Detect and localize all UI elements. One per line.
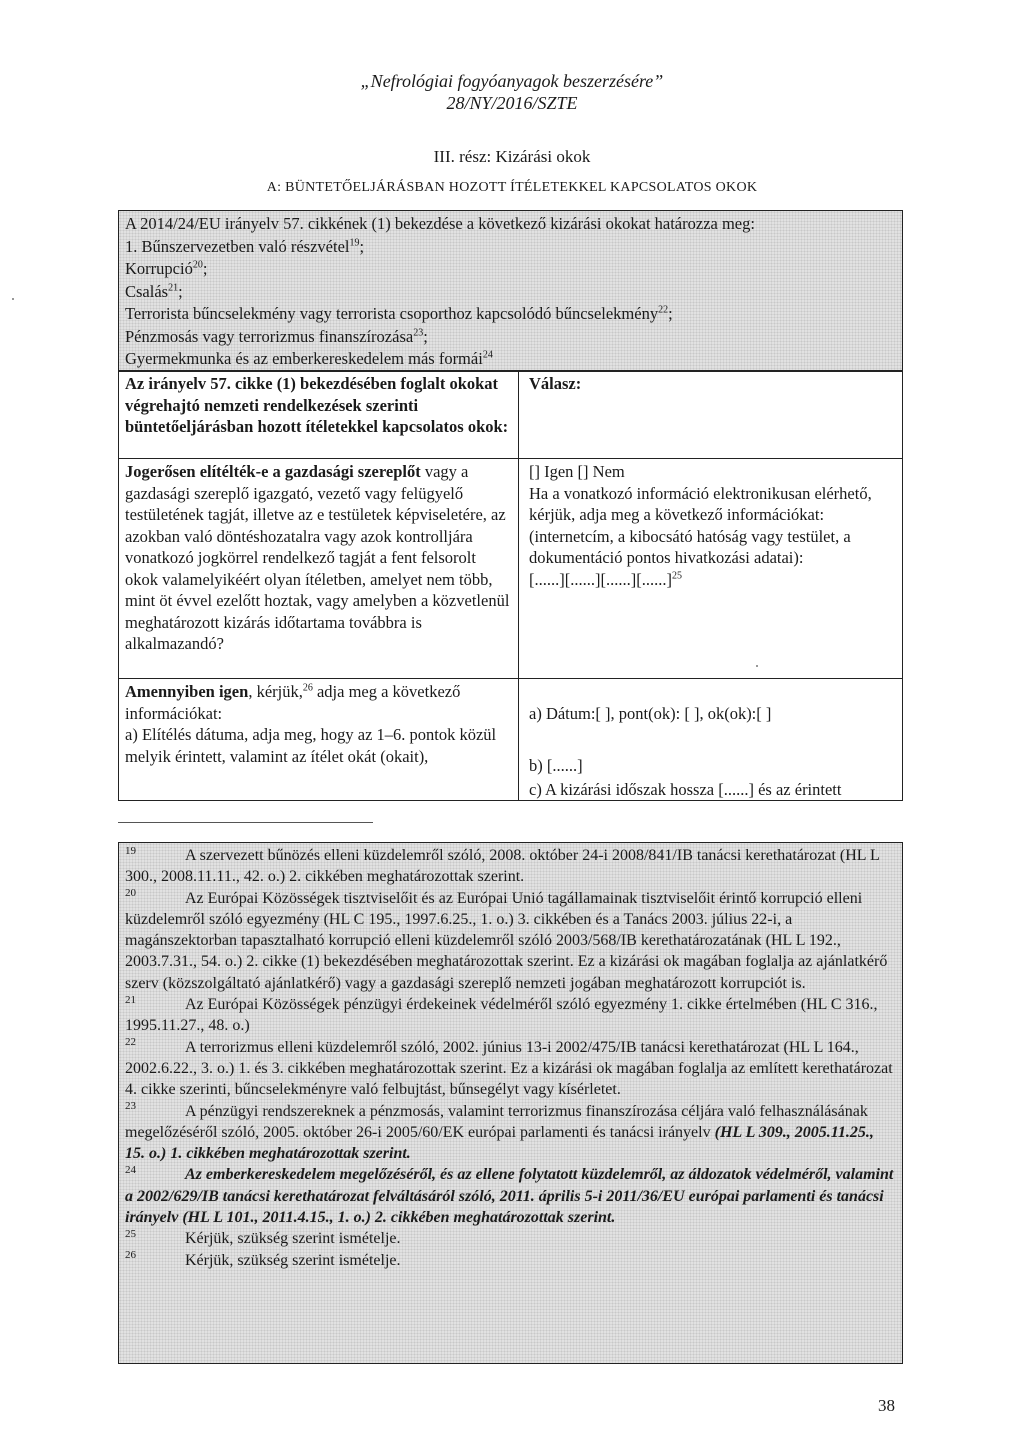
ground-item: Csalás$^{21}$; <box>125 281 183 301</box>
footnote: 22 A terrorizmus elleni küzdelemről szóló, 2002. június 13-i 2002/475/IB tanácsi kerethatározat (HL L 164., 2002.6.22., 3. o.) 1. és 3. cikkében meghatározottak szerint. Ez a kizárási ok magában foglalja az említett kerethatározat 4. cikke szerinti, bűncselekményre való felbujtást, bűnsegélyt vagy kísérletet. <box>125 1036 893 1099</box>
footnote: 25 Kérjük, szükség szerint ismételje. <box>125 1228 401 1248</box>
reference-fields[interactable]: [......][......][......][......]$^{25}$ <box>529 569 682 589</box>
details-question-a: a) Elítélés dátuma, adja meg, hogy az 1–6. pontok közül melyik érintett, valamint az ítélet okát (okait), <box>125 725 497 766</box>
footnote: 26 Kérjük, szükség szerint ismételje. <box>125 1249 401 1269</box>
answer-date-field[interactable]: a) Dátum:[ ], pont(ok): [ ], ok(ok):[ ] <box>529 704 772 723</box>
document-reference: 28/NY/2016/SZTE <box>446 93 578 113</box>
column-divider <box>518 372 519 800</box>
ground-item: Korrupció$^{20}$; <box>125 259 208 278</box>
scan-speck <box>12 298 14 300</box>
details-question: Amennyiben igen, kérjük,$^{26}$ adja meg a következő információkat: a) Elítélés dátuma, adja meg, hogy az 1–6. pontok közül melyik érintett, valamint az ítélet okát (okait), <box>125 681 513 767</box>
document-title: „Nefrológiai fogyóanyagok beszerzésére” <box>360 71 664 91</box>
ground-item: Pénzmosás vagy terrorizmus finanszírozása$^{23}$; <box>125 326 428 346</box>
footnote: 23 A pénzügyi rendszereknek a pénzmosás, valamint terrorizmus finanszírozása céljára való felhasználásának megelőzéséről szóló, 2005. október 26-i 2005/60/EK európai parlamenti és tanácsi irányelv (HL L 309., 2005.11.25., 15. o.) 1. cikkében meghatározottak szerint. <box>125 1100 874 1163</box>
conviction-question: Jogerősen elítélték-e a gazdasági szereplőt vagy a gazdasági szereplő igazgató, vezető vagy felügyelő testületének tagját, illetve az e testületek képviseletére, az azokban való döntéshozatalra vagy azok kontrolljára vonatkozó jogkörrel rendelkező tagját a fent felsorolt okok valamelyikéért olyan ítéletben, amelyet nem több, mint öt évvel ezelőtt hoztak, vagy amelyben a közvetlenül meghatározott kizárás időtartama továbbra is alkalmazandó? <box>125 462 510 653</box>
table-header-answer: Válasz: <box>529 374 582 393</box>
page-number: 38 <box>878 1396 895 1415</box>
electronic-info-prompt: Ha a vonatkozó információ elektronikusan elérhető, kérjük, adja meg a következő információkat: (internetcím, a kibocsátó hatóság vagy testület, a dokumentáció pontos hivatkozási adatai): <box>529 483 872 567</box>
section-title: A: BÜNTETŐELJÁRÁSBAN HOZOTT ÍTÉLETEKKEL KAPCSOLATOS OKOK <box>266 180 758 195</box>
table-header-grounds: Az irányelv 57. cikke (1) bekezdésében foglalt okokat végrehajtó nemzeti rendelkezések szerinti büntetőeljárásban hozott ítéletekkel kapcsolatos okok: <box>125 374 509 436</box>
exclusion-grounds-box <box>118 210 903 371</box>
footnote: 20 Az Európai Közösségek tisztviselőit és az Európai Unió tagállamainak tisztviselőit érintő korrupció elleni küzdelemről szóló egyezmény (HL C 195., 1997.6.25., 1. o.) 3. cikkében és a Tanács 2003. július 22-i, a magánszektorban tapasztalható korrupció elleni küzdelemről szóló 2003/568/IB kerethatározatának (HL L 192., 2003.7.31., 54. o.) 2. cikke (1) bekezdésében meghatározottak szerint. Ez a kizárási ok magában foglalja az ajánlatkérő szerv (közszolgáltató ajánlatkérő) vagy a gazdasági szereplő nemzeti jogában meghatározott korrupciót is. <box>125 887 888 992</box>
answer-c-field[interactable]: c) A kizárási időszak hossza [......] és az érintett <box>529 780 842 799</box>
row-divider <box>119 458 902 459</box>
ground-item: 1. Bűnszervezetben való részvétel$^{19}$; <box>125 236 365 256</box>
part-title: III. rész: Kizárási okok <box>433 147 591 166</box>
ground-item: Gyermekmunka és az emberkereskedelem más formái$^{24}$ <box>125 349 493 368</box>
footnote: 19 A szervezett bűnözés elleni küzdelemről szóló, 2008. október 24-i 2008/841/IB tanácsi kerethatározat (HL L 300., 2008.11.11., 42. o.) 2. cikkében meghatározottak szerint. <box>125 844 880 886</box>
yes-no-choice[interactable]: [] Igen [] Nem <box>529 462 625 481</box>
ground-item: Terrorista bűncselekmény vagy terrorista csoporthoz kapcsolódó bűncselekmény$^{22}$; <box>125 304 673 323</box>
intro-line: A 2014/24/EU irányelv 57. cikkének (1) bekezdése a következő kizárási okokat határozza meg: <box>125 214 755 233</box>
scan-speck <box>756 665 758 667</box>
footnote: 21 Az Európai Közösségek pénzügyi érdekeinek védelméről szóló egyezmény 1. cikke értelmében (HL C 316., 1995.11.27., 48. o.) <box>125 993 878 1035</box>
footnotes-box <box>118 842 903 1364</box>
answer-b-field[interactable]: b) [......] <box>529 756 583 775</box>
footnote: 24 Az emberkereskedelem megelőzéséről, és az ellene folytatott küzdelemről, az áldozatok védelméről, valamint a 2002/629/IB tanácsi kerethatározat felváltásáról szóló, 2011. április 5-i 2011/36/EU európai parlamenti és tanácsi irányelv (HL L 101., 2011.4.15., 1. o.) 2. cikkében meghatározottak szerint. <box>125 1164 894 1227</box>
row-divider <box>119 678 902 679</box>
conviction-table <box>118 371 903 801</box>
conviction-answer <box>529 461 899 590</box>
footnote-separator <box>118 822 373 823</box>
